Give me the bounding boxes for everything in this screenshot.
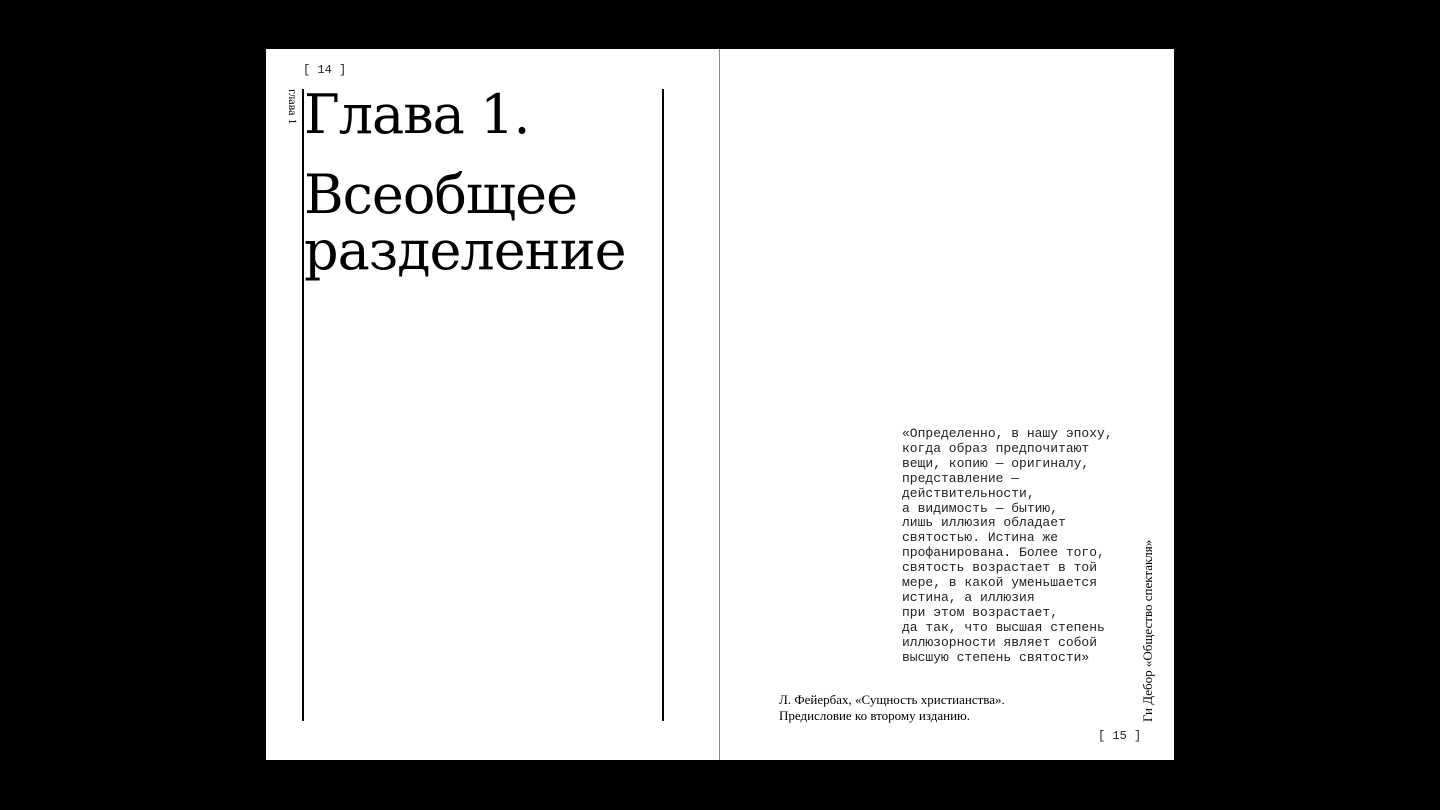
epigraph-line: при этом возрастает,	[902, 604, 1059, 620]
chapter-title-line: разделение	[304, 219, 626, 282]
epigraph-line: лишь иллюзия обладает	[902, 515, 1066, 531]
epigraph-attribution	[779, 692, 1079, 724]
epigraph-line: «Определенно, в нашу эпоху,	[902, 426, 1113, 441]
chapter-title	[304, 163, 654, 282]
attribution-line: Л. Фейербах, «Сущность христианства».	[779, 692, 1005, 707]
epigraph-line: истина, а иллюзия	[902, 589, 1035, 605]
epigraph-line: иллюзорности являет собой	[902, 634, 1098, 650]
epigraph-line: мере, в какой уменьшается	[902, 575, 1098, 591]
epigraph-line: вещи, копию — оригиналу,	[902, 455, 1090, 471]
book-spread	[266, 49, 1174, 760]
chapter-title-line: Всеобщее	[304, 163, 578, 226]
attribution-line: Предисловие ко второму изданию.	[779, 708, 971, 723]
running-head-chapter: глава 1	[286, 89, 300, 125]
left-page	[266, 49, 719, 760]
epigraph-line: да так, что высшая степень	[902, 619, 1105, 635]
page-number: [ 15 ]	[1098, 729, 1142, 743]
right-page	[720, 49, 1174, 760]
epigraph-line: святость возрастает в той	[902, 560, 1098, 576]
epigraph-line: представление —	[902, 470, 1020, 486]
epigraph-line: высшую степень святости»	[902, 649, 1090, 665]
page-number: [ 14 ]	[303, 63, 347, 77]
epigraph	[902, 427, 1132, 666]
running-head-book: Ги Дебор «Общество спектакля»	[1140, 539, 1155, 722]
epigraph-line: профанирована. Более того,	[902, 545, 1105, 561]
epigraph-line: когда образ предпочитают	[902, 440, 1090, 456]
vertical-rule	[662, 89, 664, 721]
epigraph-line: святостью. Истина же	[902, 530, 1059, 546]
chapter-number: Глава 1.	[304, 83, 530, 146]
epigraph-line: а видимость — бытию,	[902, 500, 1059, 516]
epigraph-line: действительности,	[902, 485, 1035, 501]
